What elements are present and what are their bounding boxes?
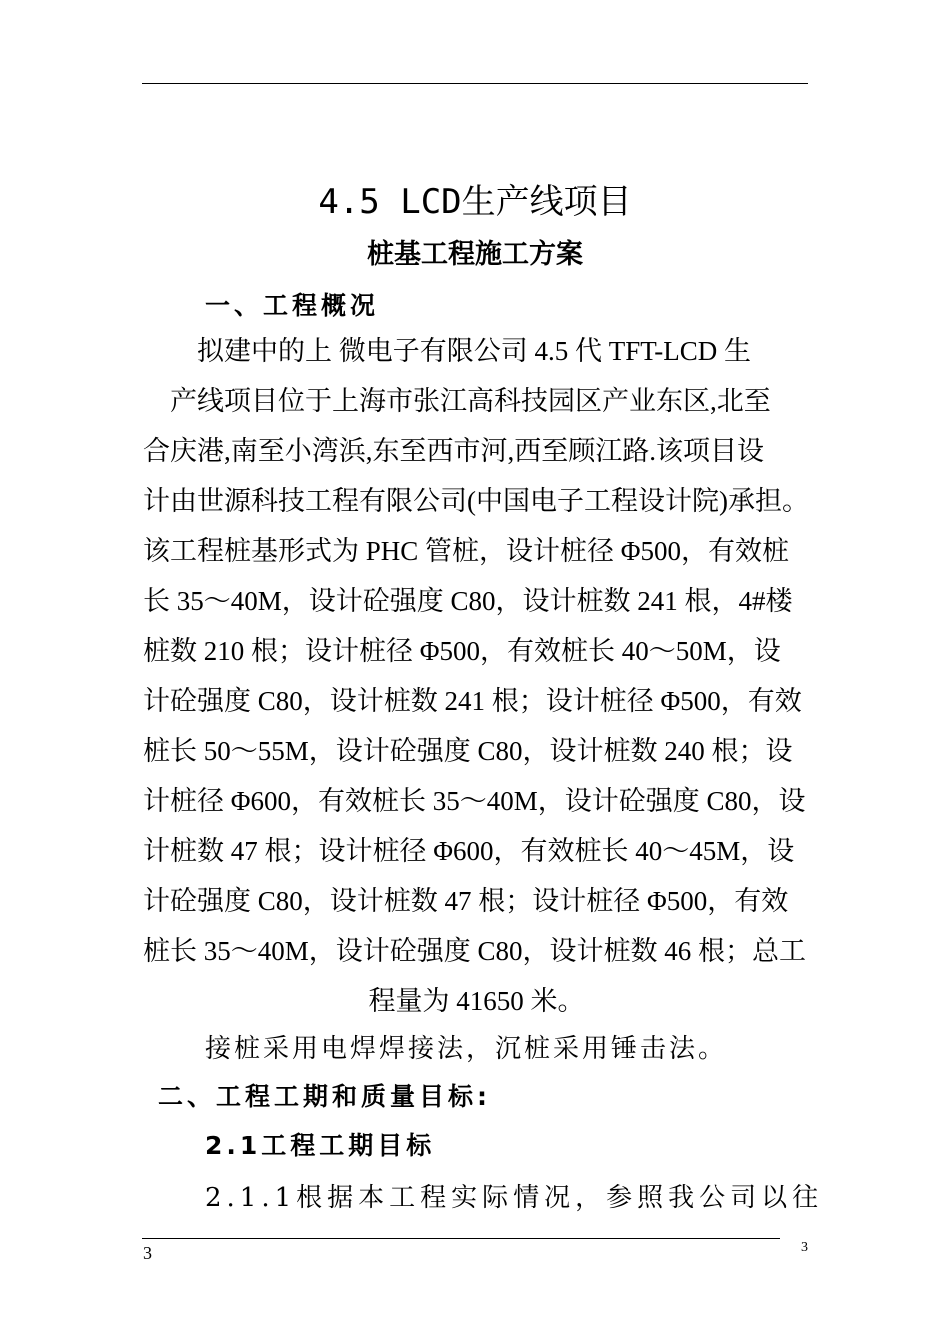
header-rule (142, 83, 808, 84)
subsection-heading-schedule: 2.1工程工期目标 (205, 1131, 436, 1160)
section-heading-schedule-quality: 二、工程工期和质量目标: (158, 1082, 491, 1111)
page-number-right: 3 (801, 1240, 808, 1255)
page-number-left: 3 (143, 1243, 152, 1263)
paragraph-line: 拟建中的上 微电子有限公司 4.5 代 TFT-LCD 生 (143, 336, 752, 366)
paragraph-line: 桩长 35～40M，设计砼强度 C80，设计桩数 46 根；总工 (143, 936, 807, 966)
schedule-paragraph-start: 2.1.1根据本工程实际情况，参照我公司以往 (205, 1183, 824, 1213)
pile-method-text: 接桩采用电焊焊接法，沉桩采用锤击法。 (205, 1034, 728, 1064)
paragraph-line: 该工程桩基形式为 PHC 管桩，设计桩径 Φ500，有效桩 (143, 536, 790, 566)
paragraph-line: 计桩数 47 根；设计桩径 Φ600，有效桩长 40～45M，设 (143, 836, 795, 866)
paragraph-line: 桩数 210 根；设计桩径 Φ500，有效桩长 40～50M，设 (143, 636, 781, 666)
paragraph-line: 产线项目位于上海市张江高科技园区产业东区,北至 (143, 386, 771, 416)
paragraph-line: 计砼强度 C80，设计桩数 241 根；设计桩径 Φ500，有效 (143, 686, 802, 716)
section-heading-overview: 一、工程概况 (205, 291, 380, 320)
paragraph-line: 合庆港,南至小湾浜,东至西市河,西至顾江路.该项目设 (143, 436, 764, 466)
paragraph-line: 计砼强度 C80，设计桩数 47 根；设计桩径 Φ500，有效 (143, 886, 789, 916)
overview-paragraph (143, 326, 810, 1026)
document-title: 4.5 LCD生产线项目 (318, 182, 632, 222)
paragraph-last-line: 程量为 41650 米。 (368, 986, 585, 1016)
paragraph-line: 桩长 50～55M，设计砼强度 C80，设计桩数 240 根；设 (143, 736, 793, 766)
paragraph-line: 计由世源科技工程有限公司(中国电子工程设计院)承担。 (143, 486, 809, 516)
footer-rule (142, 1238, 780, 1239)
paragraph-line: 长 35～40M，设计砼强度 C80，设计桩数 241 根，4#楼 (143, 586, 793, 616)
document-subtitle: 桩基工程施工方案 (367, 239, 583, 270)
paragraph-line: 计桩径 Φ600，有效桩长 35～40M，设计砼强度 C80，设 (143, 786, 806, 816)
